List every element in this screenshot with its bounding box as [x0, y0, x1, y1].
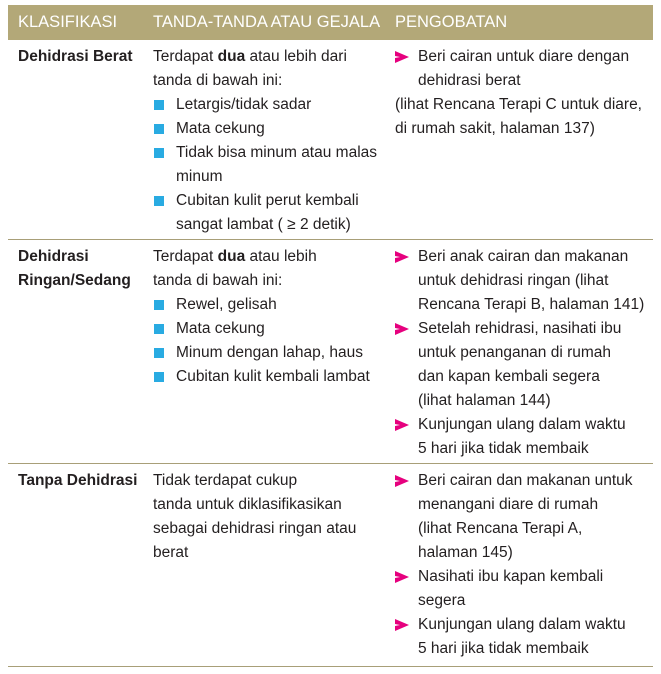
arrow-bullet-icon	[395, 419, 409, 431]
list-item-text: Cubitan kulit kembali lambat	[176, 368, 370, 385]
list-item-text: Beri cairan untuk diare dengan	[418, 48, 630, 65]
square-bullet-icon	[154, 372, 164, 382]
treatment-cell	[395, 245, 653, 461]
classification-label: Ringan/Sedang	[18, 272, 131, 289]
signs-intro	[153, 45, 383, 69]
signs-intro-text: Terdapat	[153, 248, 218, 265]
signs-intro-bold: dua	[217, 48, 246, 65]
signs-text: sebagai dehidrasi ringan atau	[153, 520, 357, 537]
classification-cell	[18, 469, 150, 493]
table-row-dehidrasi-berat	[8, 40, 653, 240]
list-item	[153, 117, 383, 141]
arrow-bullet-icon	[395, 619, 409, 631]
signs-cell	[153, 245, 383, 389]
list-item-continuation: dehidrasi berat	[418, 72, 521, 89]
list-item-text: Letargis/tidak sadar	[176, 96, 312, 113]
arrow-bullet-icon	[395, 51, 409, 63]
signs-intro	[153, 245, 383, 269]
header-signs: TANDA-TANDA ATAU GEJALA	[153, 13, 381, 31]
arrow-bullet-icon	[395, 251, 409, 263]
list-item-continuation: untuk penanganan di rumah	[418, 344, 612, 361]
list-item-text: Mata cekung	[176, 320, 265, 337]
treatment-cell	[395, 45, 653, 141]
list-item-text: Setelah rehidrasi, nasihati ibu	[418, 320, 622, 337]
arrow-bullet-icon	[395, 571, 409, 583]
list-item-text: Mata cekung	[176, 120, 265, 137]
list-item	[395, 317, 653, 341]
list-item	[153, 93, 383, 117]
header-classification: KLASIFIKASI	[18, 13, 118, 31]
list-item	[153, 341, 383, 365]
square-bullet-icon	[154, 348, 164, 358]
list-item-continuation: Rencana Terapi B, halaman 141)	[418, 296, 645, 313]
classification-table	[8, 5, 653, 667]
table-header	[8, 5, 653, 40]
signs-intro-text: Terdapat	[153, 48, 218, 65]
list-item-text: Tidak bisa minum atau malas	[176, 144, 378, 161]
list-item-continuation: (lihat halaman 144)	[418, 392, 551, 409]
square-bullet-icon	[154, 100, 164, 110]
treatment-note: di rumah sakit, halaman 137)	[395, 120, 595, 137]
classification-cell	[18, 245, 150, 293]
table-row-tanpa-dehidrasi	[8, 464, 653, 667]
list-item-continuation: untuk dehidrasi ringan (lihat	[418, 272, 609, 289]
list-item-continuation: menangani diare di rumah	[418, 496, 599, 513]
arrow-bullet-icon	[395, 323, 409, 335]
classification-cell	[18, 45, 150, 69]
treatment-note: (lihat Rencana Terapi C untuk diare,	[395, 96, 642, 113]
signs-intro-line: tanda di bawah ini:	[153, 72, 283, 89]
list-item-text: Minum dengan lahap, haus	[176, 344, 363, 361]
square-bullet-icon	[154, 148, 164, 158]
classification-label: Dehidrasi	[18, 248, 89, 265]
list-item-text: Kunjungan ulang dalam waktu	[418, 616, 626, 633]
list-item	[395, 469, 653, 493]
list-item	[153, 317, 383, 341]
list-item	[153, 293, 383, 317]
classification-label: Tanpa Dehidrasi	[18, 472, 138, 489]
list-item	[395, 565, 653, 589]
treatment-cell	[395, 469, 653, 661]
list-item-continuation: 5 hari jika tidak membaik	[418, 640, 589, 657]
signs-intro-text: atau lebih dari	[245, 48, 347, 65]
table-row-dehidrasi-ringan	[8, 240, 653, 464]
list-item-text: Beri anak cairan dan makanan	[418, 248, 629, 265]
list-item-text: Rewel, gelisah	[176, 296, 277, 313]
list-item	[395, 613, 653, 637]
list-item-continuation: halaman 145)	[418, 544, 513, 561]
list-item	[153, 141, 383, 165]
list-item-continuation: sangat lambat ( ≥ 2 detik)	[176, 216, 351, 233]
signs-cell	[153, 469, 383, 565]
signs-text: tanda untuk diklasifikasikan	[153, 496, 342, 513]
list-item-text: Cubitan kulit perut kembali	[176, 192, 359, 209]
arrow-bullet-icon	[395, 475, 409, 487]
list-item	[153, 189, 383, 213]
classification-label: Dehidrasi Berat	[18, 48, 133, 65]
square-bullet-icon	[154, 300, 164, 310]
list-item-continuation: 5 hari jika tidak membaik	[418, 440, 589, 457]
list-item-text: Nasihati ibu kapan kembali	[418, 568, 604, 585]
square-bullet-icon	[154, 196, 164, 206]
list-item-text: Beri cairan dan makanan untuk	[418, 472, 633, 489]
list-item	[395, 413, 653, 437]
signs-text: Tidak terdapat cukup	[153, 472, 298, 489]
square-bullet-icon	[154, 324, 164, 334]
list-item	[395, 245, 653, 269]
signs-cell	[153, 45, 383, 237]
list-item-continuation: minum	[176, 168, 223, 185]
signs-intro-bold: dua	[217, 248, 246, 265]
list-item-continuation: segera	[418, 592, 466, 609]
signs-intro-text: atau lebih	[245, 248, 317, 265]
list-item-text: Kunjungan ulang dalam waktu	[418, 416, 626, 433]
square-bullet-icon	[154, 124, 164, 134]
list-item-continuation: (lihat Rencana Terapi A,	[418, 520, 583, 537]
list-item-continuation: dan kapan kembali segera	[418, 368, 600, 385]
list-item	[153, 365, 383, 389]
list-item	[395, 45, 653, 69]
header-treatment: PENGOBATAN	[395, 13, 508, 31]
signs-intro-line: tanda di bawah ini:	[153, 272, 283, 289]
signs-text: berat	[153, 544, 189, 561]
